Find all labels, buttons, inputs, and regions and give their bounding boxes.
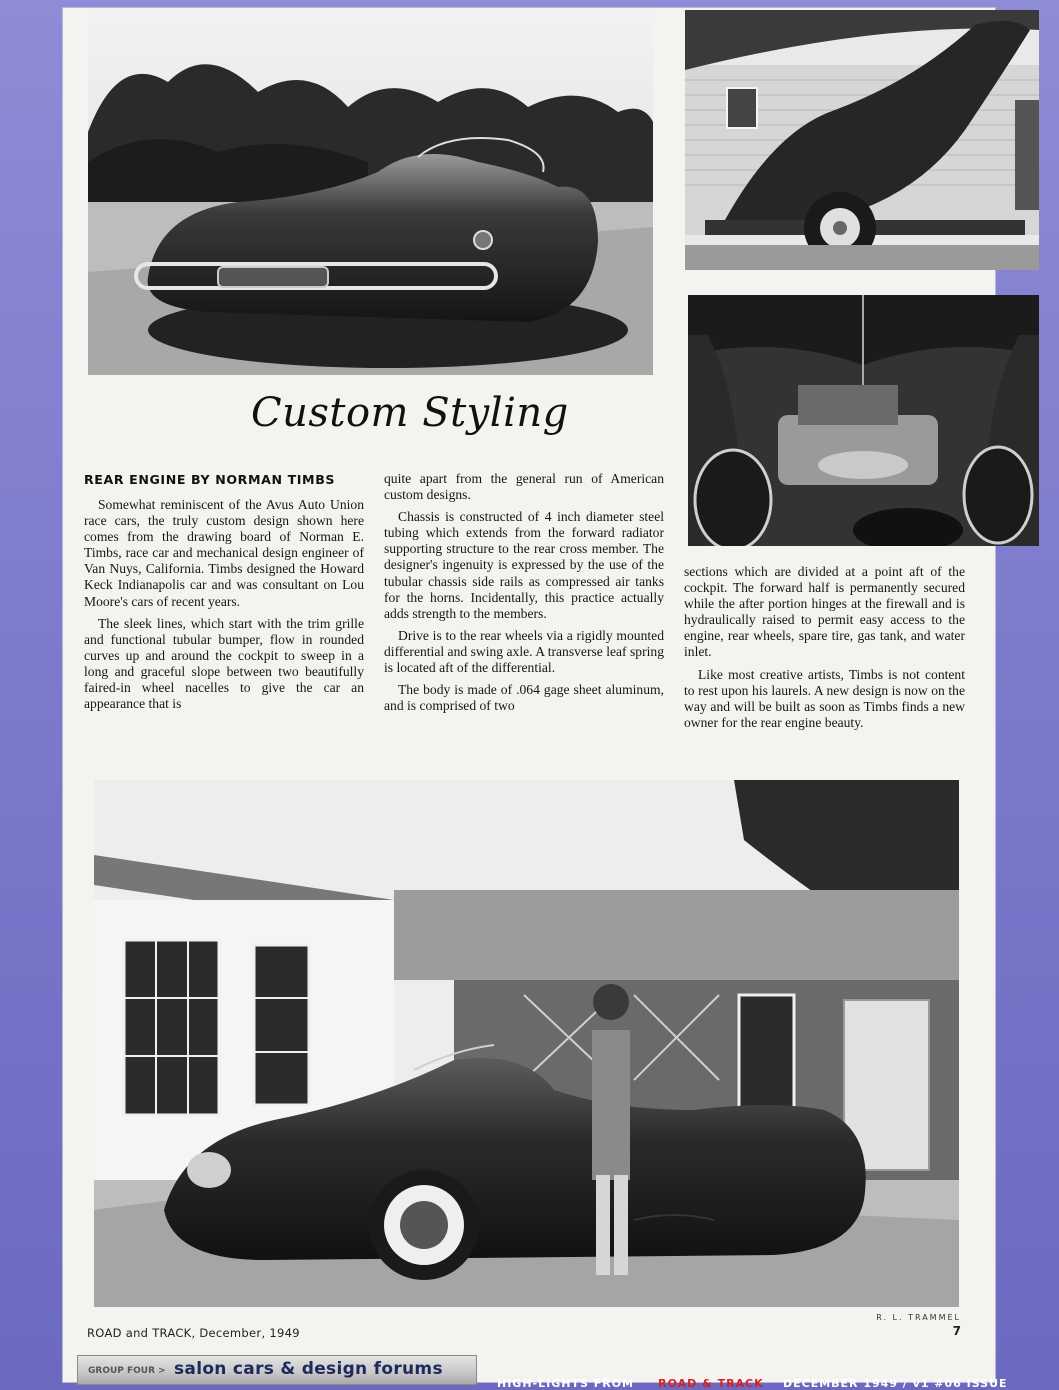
article-title: Custom Styling	[251, 390, 569, 436]
page-number: 7	[952, 1324, 961, 1338]
bottom-bar-issue: DECEMBER 1949 / v1 #06 ISSUE	[782, 1377, 1008, 1390]
engine-bay-photo	[688, 295, 1039, 546]
banner-title: salon cars & design forums	[174, 1359, 443, 1379]
paragraph: quite apart from the general run of American custom designs.	[384, 471, 664, 503]
paragraph: Somewhat reminiscent of the Avus Auto Union race cars, the truly custom design shown here comes from the drawing board of Norman E. Timbs, race car and mechanical design engineer of Van Nuys, California. Timbs designed the Howard Keck Indianapolis car and was consultant on Lou Moore's cars of recent years.	[84, 497, 364, 609]
text-column-2	[384, 471, 664, 720]
paragraph: Like most creative artists, Timbs is not content to rest upon his laurels. A new design is now on the way and will be built as soon as Timbs finds a new owner for the rear engine beauty.	[684, 666, 965, 730]
photo-credit: R. L. TRAMMEL	[876, 1313, 961, 1322]
article-headline: REAR ENGINE BY NORMAN TIMBS	[84, 472, 336, 487]
text-column-3	[684, 564, 965, 737]
bottom-caption-bar	[497, 1378, 1057, 1390]
bottom-bar-magazine: ROAD & TRACK	[658, 1377, 764, 1390]
paragraph: sections which are divided at a point aft of the cockpit. The forward half is permanently secured while the after portion hinges at the firewall and is hydraulically raised to permit easy access to the engine, rear wheels, spare tire, gas tank, and water inlet.	[684, 564, 965, 660]
paragraph: The sleek lines, which start with the trim grille and functional tubular bumper, flow in rounded curves up and around the cockpit to sweep in a long and graceful slope between two beautifully faired-in wheel nacelles to give the car an appearance that is	[84, 615, 364, 712]
paragraph: Drive is to the rear wheels via a rigidly mounted differential and swing axle. A transverse leaf spring is located aft of the differential.	[384, 627, 664, 676]
banner-group-label: GROUP FOUR >	[88, 1366, 166, 1376]
section-banner[interactable]	[77, 1355, 477, 1385]
paragraph: Chassis is constructed of 4 inch diameter steel tubing which extends from the forward radiator supporting structure to the rear cross member. The designer's ingenuity is expressed by the use of the tubular chassis side rails as compressed air tanks for the horns. Incidentally, this practice actually adds strength to the members.	[384, 509, 664, 621]
publication-footer: ROAD and TRACK, December, 1949	[87, 1326, 300, 1340]
rear-car-photo	[88, 12, 653, 375]
bottom-bar-prefix: HIGH-LIGHTS FROM	[497, 1377, 634, 1390]
magazine-page	[63, 8, 995, 1382]
owner-with-car-photo	[94, 780, 959, 1307]
paragraph: The body is made of .064 gage sheet aluminum, and is comprised of two	[384, 682, 664, 714]
text-column-1	[84, 497, 364, 718]
hinged-body-photo	[685, 10, 1039, 270]
